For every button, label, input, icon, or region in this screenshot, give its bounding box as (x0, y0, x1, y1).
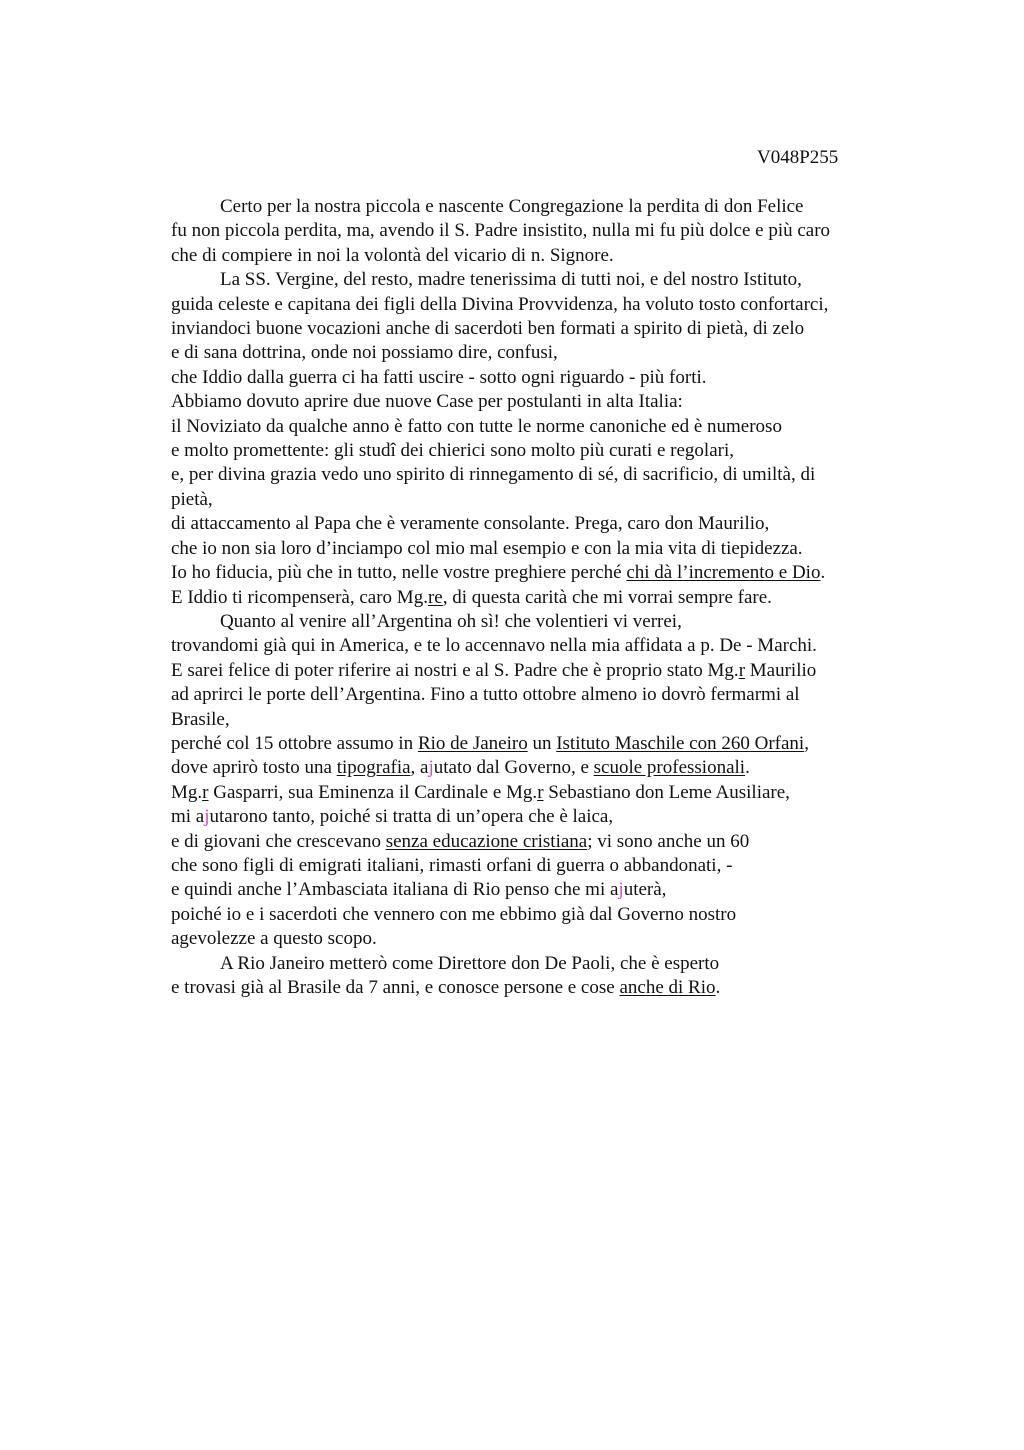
text-segment: e molto promettente: gli studî dei chierici sono molto più curati e regolari, (171, 440, 734, 462)
text-line (171, 976, 891, 1000)
text-line (171, 390, 891, 414)
text-line (171, 927, 891, 951)
text-line (171, 610, 891, 634)
highlighted-letter: j (428, 757, 434, 779)
text-line (171, 537, 891, 561)
text-segment: poiché io e i sacerdoti che vennero con me ebbimo già dal Governo nostro (171, 903, 737, 925)
text-segment: utato dal Governo, e (433, 757, 594, 779)
highlighted-letter: j (204, 806, 210, 828)
text-line (171, 366, 891, 390)
text-segment: Sebastiano don Leme Ausiliare, (543, 781, 790, 803)
underlined-text: tipografia (336, 757, 411, 779)
text-segment: La SS. Vergine, del resto, madre tenerissima di tutti noi, e del nostro Istituto, (220, 269, 802, 291)
underlined-text: re (427, 586, 443, 608)
text-segment: Abbiamo dovuto aprire due nuove Case per postulanti in alta Italia: (171, 391, 683, 413)
text-line (171, 756, 891, 780)
text-segment: ad aprirci le porte dell’Argentina. Fino a tutto ottobre almeno io dovrò fermarmi al (171, 684, 800, 706)
underlined-text: r (537, 781, 544, 803)
text-segment: un (527, 732, 557, 754)
text-line (171, 415, 891, 439)
text-line (171, 488, 891, 512)
text-line (171, 341, 891, 365)
text-segment: , (804, 732, 809, 754)
text-line (171, 219, 891, 243)
page-code: V048P255 (757, 147, 839, 168)
highlighted-letter: j (618, 879, 624, 901)
text-segment: Mg. (171, 781, 203, 803)
underlined-text: anche di Rio (619, 977, 716, 998)
underlined-text: Istituto Maschile con 260 Orfani (556, 732, 805, 754)
underlined-text: chi dà l’incremento e Dio (626, 562, 821, 584)
text-segment: trovandomi già qui in America, e te lo accennavo nella mia affidata a p. De - Marchi. (171, 635, 817, 657)
text-segment: . (745, 757, 750, 779)
text-segment: , a (410, 757, 429, 779)
text-segment: e, per divina grazia vedo uno spirito di rinnegamento di sé, di sacrificio, di umiltà, di (171, 464, 816, 486)
text-line (171, 268, 891, 292)
text-segment: Gasparri, sua Eminenza il Cardinale e Mg. (208, 781, 538, 803)
text-line (171, 830, 891, 854)
text-segment: Maurilio (745, 659, 817, 681)
text-segment: utarono tanto, poiché si tratta di un’opera che è laica, (209, 806, 614, 828)
text-segment: che Iddio dalla guerra ci ha fatti uscire - sotto ogni riguardo - più forti. (171, 366, 707, 388)
text-line (171, 781, 891, 805)
text-segment: agevolezze a questo scopo. (171, 928, 377, 950)
underlined-text: scuole professionali (593, 757, 746, 779)
text-line (171, 586, 891, 610)
underlined-text: Rio de Janeiro (417, 732, 528, 754)
text-segment: e trovasi già al Brasile da 7 anni, e conosce persone e cose (171, 977, 620, 998)
text-segment: inviandoci buone vocazioni anche di sacerdoti ben formati a spirito di pietà, di zelo (171, 318, 805, 340)
text-line (171, 244, 891, 268)
text-segment: guida celeste e capitana dei figli della Divina Provvidenza, ha voluto tosto confortarci, (171, 293, 829, 315)
text-segment: E Iddio ti ricompenserà, caro Mg. (171, 586, 428, 608)
text-line (171, 732, 891, 756)
text-segment: uterà, (623, 879, 667, 901)
text-line (171, 512, 891, 536)
text-segment: . (820, 562, 826, 584)
text-line (171, 293, 891, 317)
text-segment: e quindi anche l’Ambasciata italiana di Rio penso che mi a (171, 879, 619, 901)
text-line (171, 463, 891, 487)
text-segment: pietà, (171, 488, 213, 510)
text-line (171, 561, 891, 585)
text-segment: Certo per la nostra piccola e nascente Congregazione la perdita di don Felice (220, 196, 804, 217)
text-line (171, 854, 891, 878)
text-segment: e di sana dottrina, onde noi possiamo dire, confusi, (171, 342, 558, 364)
text-segment: di attaccamento al Papa che è veramente consolante. Prega, caro don Maurilio, (171, 513, 770, 535)
underlined-text: r (202, 781, 209, 803)
text-line (171, 195, 891, 219)
text-segment: che sono figli di emigrati italiani, rimasti orfani di guerra o abbandonati, - (171, 854, 733, 876)
text-segment: dove aprirò tosto una (171, 757, 337, 779)
text-line (171, 903, 891, 927)
text-line (171, 317, 891, 341)
letter-body (171, 195, 891, 1000)
text-segment: il Noviziato da qualche anno è fatto con tutte le norme canoniche ed è numeroso (171, 415, 782, 437)
underlined-text: senza educazione cristiana (385, 830, 588, 852)
text-segment: , di questa carità che mi vorrai sempre fare. (442, 586, 772, 608)
text-segment: Quanto al venire all’Argentina oh sì! che volentieri vi verrei, (220, 610, 682, 632)
text-line (171, 708, 891, 732)
text-segment: Brasile, (171, 708, 230, 730)
text-segment: Io ho fiducia, più che in tutto, nelle vostre preghiere perché (171, 562, 627, 584)
text-segment: che io non sia loro d’inciampo col mio mal esempio e con la mia vita di tiepidezza. (171, 537, 803, 559)
text-line (171, 659, 891, 683)
text-line (171, 634, 891, 658)
text-segment: perché col 15 ottobre assumo in (171, 732, 418, 754)
text-line (171, 805, 891, 829)
text-line (171, 952, 891, 976)
text-segment: E sarei felice di poter riferire ai nostri e al S. Padre che è proprio stato Mg. (171, 659, 739, 681)
text-segment: A Rio Janeiro metterò come Direttore don De Paoli, che è esperto (220, 952, 720, 974)
text-segment: e di giovani che crescevano (171, 830, 386, 852)
text-segment: che di compiere in noi la volontà del vicario di n. Signore. (171, 244, 614, 266)
text-segment: . (715, 977, 721, 998)
text-line (171, 878, 891, 902)
text-line (171, 683, 891, 707)
text-segment: ; vi sono anche un 60 (587, 830, 750, 852)
text-segment: fu non piccola perdita, ma, avendo il S. Padre insistito, nulla mi fu più dolce e più caro (171, 220, 831, 242)
text-line (171, 439, 891, 463)
text-segment: mi a (171, 806, 205, 828)
underlined-text: r (738, 659, 746, 681)
